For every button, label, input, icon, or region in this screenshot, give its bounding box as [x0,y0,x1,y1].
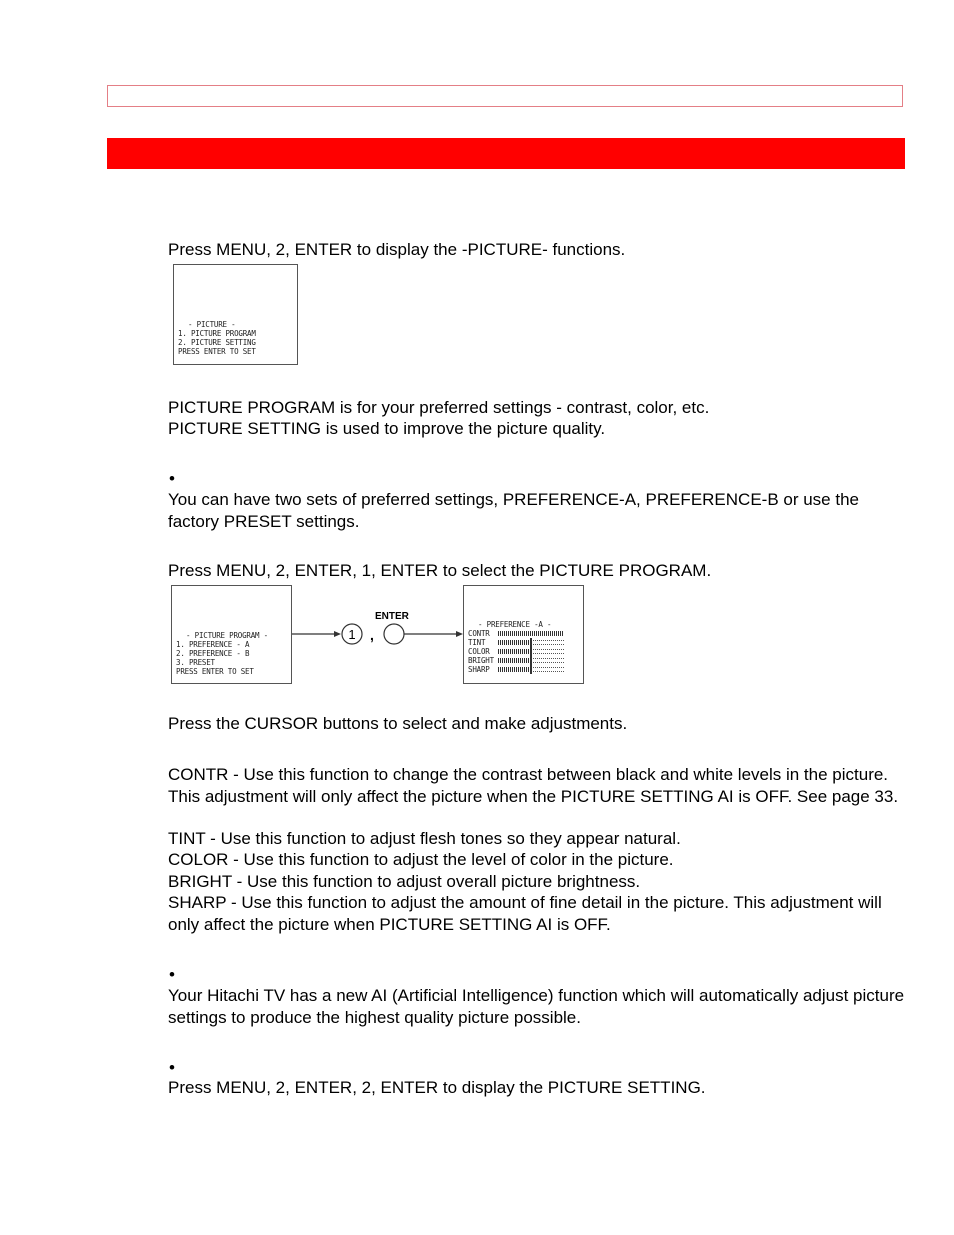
instruction-display-picture: Press MENU, 2, ENTER to display the -PICTURE- functions. [168,240,626,259]
adjust-level-marker [530,647,532,656]
adjust-level-bar [498,631,564,636]
header-box [107,85,903,107]
adjust-row [468,665,564,674]
arrow-head [456,631,463,637]
bullet-marker: • [169,1058,175,1077]
instruction-cursor-buttons: Press the CURSOR buttons to select and make adjustments. [168,714,628,733]
section-header-bar [107,138,905,169]
osd-item: 1. PICTURE PROGRAM [178,329,256,338]
bright-description: BRIGHT - Use this function to adjust overall picture brightness. [168,872,641,891]
adjust-label: TINT [468,638,486,647]
adjust-level-fill [498,640,531,645]
adjust-row [468,656,564,665]
adjust-level-fill [498,658,531,663]
osd-title: - PICTURE PROGRAM - [186,631,268,640]
osd-title: - PICTURE - [188,320,236,329]
sequence-separator: , [370,627,374,643]
osd-picture-menu [173,264,298,365]
adjust-level-bar [498,649,564,654]
adjust-label: BRIGHT [468,656,494,665]
adjust-label: COLOR [468,647,490,656]
arrow-head [334,631,341,637]
adjust-level-marker [530,656,532,665]
bullet-marker: • [169,469,175,488]
osd-item: 2. PICTURE SETTING [178,338,256,347]
adjust-level-bar [498,640,564,645]
adjust-level-fill [498,667,531,672]
adjust-label: CONTR [468,629,490,638]
osd-item: 1. PREFERENCE - A [176,640,250,649]
osd-title: - PREFERENCE -A - [478,620,552,629]
adjust-row [468,638,564,647]
osd-item: 2. PREFERENCE - B [176,649,250,658]
enter-button-label: ENTER [375,611,409,622]
osd-hint: PRESS ENTER TO SET [178,347,256,356]
adjust-level-marker [530,638,532,647]
instruction-display-setting: Press MENU, 2, ENTER, 2, ENTER to display the PICTURE SETTING. [168,1078,706,1097]
picture-setting-description: PICTURE SETTING is used to improve the picture quality. [168,419,606,438]
bullet-marker: • [169,965,175,984]
contr-description: CONTR - Use this function to change the contrast between black and white levels in the picture. This adjustment will only affect the picture when the PICTURE SETTING AI is OFF. See page 33. [168,765,899,806]
preference-sets-note: You can have two sets of preferred settings, PREFERENCE-A, PREFERENCE-B or use the factory PRESET settings. [168,490,859,531]
osd-picture-program-menu [171,585,292,684]
osd-preference-screen [463,585,584,684]
ai-function-note: Your Hitachi TV has a new AI (Artificial Intelligence) function which will automatically adjust picture settings to produce the highest quality picture possible. [168,986,905,1027]
sharp-description: SHARP - Use this function to adjust the amount of fine detail in the picture. This adjustment will only affect the picture when PICTURE SETTING AI is OFF. [168,893,882,934]
osd-hint: PRESS ENTER TO SET [176,667,254,676]
adjust-level-fill [498,631,564,636]
adjust-label: SHARP [468,665,490,674]
adjust-row [468,647,564,656]
color-description: COLOR - Use this function to adjust the level of color in the picture. [168,850,674,869]
adjust-level-marker [530,665,532,674]
picture-program-description: PICTURE PROGRAM is for your preferred settings - contrast, color, etc. [168,398,710,417]
instruction-select-program: Press MENU, 2, ENTER, 1, ENTER to select the PICTURE PROGRAM. [168,561,712,580]
osd-item: 3. PRESET [176,658,215,667]
adjust-level-fill [498,649,531,654]
adjust-level-bar [498,667,564,672]
button-one-label: 1 [348,627,356,642]
tint-description: TINT - Use this function to adjust flesh tones so they appear natural. [168,829,681,848]
adjust-row [468,629,564,638]
enter-button-icon [384,624,404,644]
adjust-level-bar [498,658,564,663]
